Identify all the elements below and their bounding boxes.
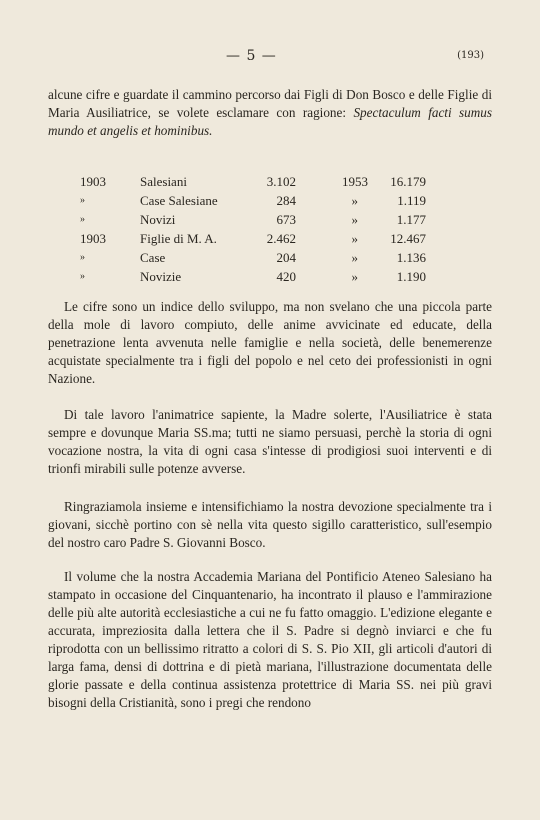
table-row [80,267,426,286]
category-cell: Salesiani [140,173,187,189]
year-start-cell: 1903 [80,173,106,189]
value-1903-cell: 3.102 [266,173,296,189]
category-cell: Novizi [140,211,176,227]
value-1903-cell: 420 [276,268,296,284]
table-row [80,248,426,267]
page-number: — 5 — [226,48,277,64]
year-start-cell: » [80,195,85,206]
value-1953-cell: 12.467 [390,230,426,246]
paragraph-intro [48,86,492,140]
value-1953-cell: 1.177 [396,211,426,227]
value-1903-cell: 204 [276,249,296,265]
paragraph-ausiliatrice: Di tale lavoro l'animatrice sapiente, la Madre solerte, l'Ausiliatrice è stata sempre e dovunque Maria SS.ma; tutti ne siamo persuasi, perchè la storia di ogni vocazione nostra, la vita di ogni casa s'intesse di prodigiosi suoi interventi e di trionfi mirabili sulle potenze avverse. [48,407,492,476]
year-end-cell: » [351,211,358,227]
year-start-cell: » [80,214,85,225]
value-1903-cell: 284 [276,192,296,208]
year-end-cell: » [351,230,358,246]
statistics-table [80,172,426,286]
category-cell: Novizie [140,268,182,284]
category-cell: Figlie di M. A. [140,230,217,246]
year-end-cell: » [351,249,358,265]
latin-quote: Spectaculum facti sumus mundo et angelis et hominibus. [48,105,492,138]
value-1953-cell: 1.136 [396,249,426,265]
value-1953-cell: 1.119 [397,192,426,208]
year-start-cell: » [80,252,85,263]
year-start-cell: » [80,271,85,282]
category-cell: Case [140,249,166,265]
year-end-cell: » [351,192,358,208]
page-header [0,48,540,68]
intro-text: alcune cifre e guardate il cammino percorso dai Figli di Don Bosco e delle Figlie di Maria Ausiliatrice, se volete esclamare con ragione: [48,87,492,120]
reference-number: (193) [457,50,484,61]
table-row [80,172,426,191]
year-end-cell: 1953 [342,173,368,189]
value-1903-cell: 2.462 [266,230,296,246]
table-row [80,191,426,210]
year-start-cell: 1903 [80,230,106,246]
category-cell: Case Salesiane [140,192,218,208]
paragraph-figures: Le cifre sono un indice dello sviluppo, ma non svelano che una piccola parte della mole di lavoro compiuto, delle anime avvicinate ed educate, della penetrazione lenta avvenuta nelle famiglie e nella società, delle benemerenze acquistate specialmente tra i figli del popolo e nel ceto dei professionisti in ogni Nazione. [48,299,492,386]
table-row [80,229,426,248]
table-row [80,210,426,229]
paragraph-thanks: Ringraziamola insieme e intensifichiamo la nostra devozione specialmente tra i giovani, sicchè portino con sè nella vita questo sigillo caratteristico, sull'esempio del nostro caro Padre S. Giovanni Bosco. [48,499,492,550]
value-1953-cell: 16.179 [390,173,426,189]
value-1903-cell: 673 [276,211,296,227]
paragraph-volume: Il volume che la nostra Accademia Mariana del Pontificio Ateneo Salesiano ha stampato in occasione del Cinquantenario, ha incontrato il plauso e l'ammirazione delle più alte autorità ecclesiastiche a cui ne fu fatto omaggio. L'edizione elegante e accurata, impreziosita dalla lettera che il S. Padre si degnò inviarci e che fu riprodotta con un bellissimo ritratto a colori di S. S. Pio XII, gli articoli d'autori di larga fama, densi di dottrina e di pietà mariana, l'illustrazione documentata delle glorie passate e della continua assistenza protettrice di Maria SS. nei più gravi bisogni della Cristianità, sono i pregi che rendono [48,569,492,710]
year-end-cell: » [351,268,358,284]
value-1953-cell: 1.190 [396,268,426,284]
